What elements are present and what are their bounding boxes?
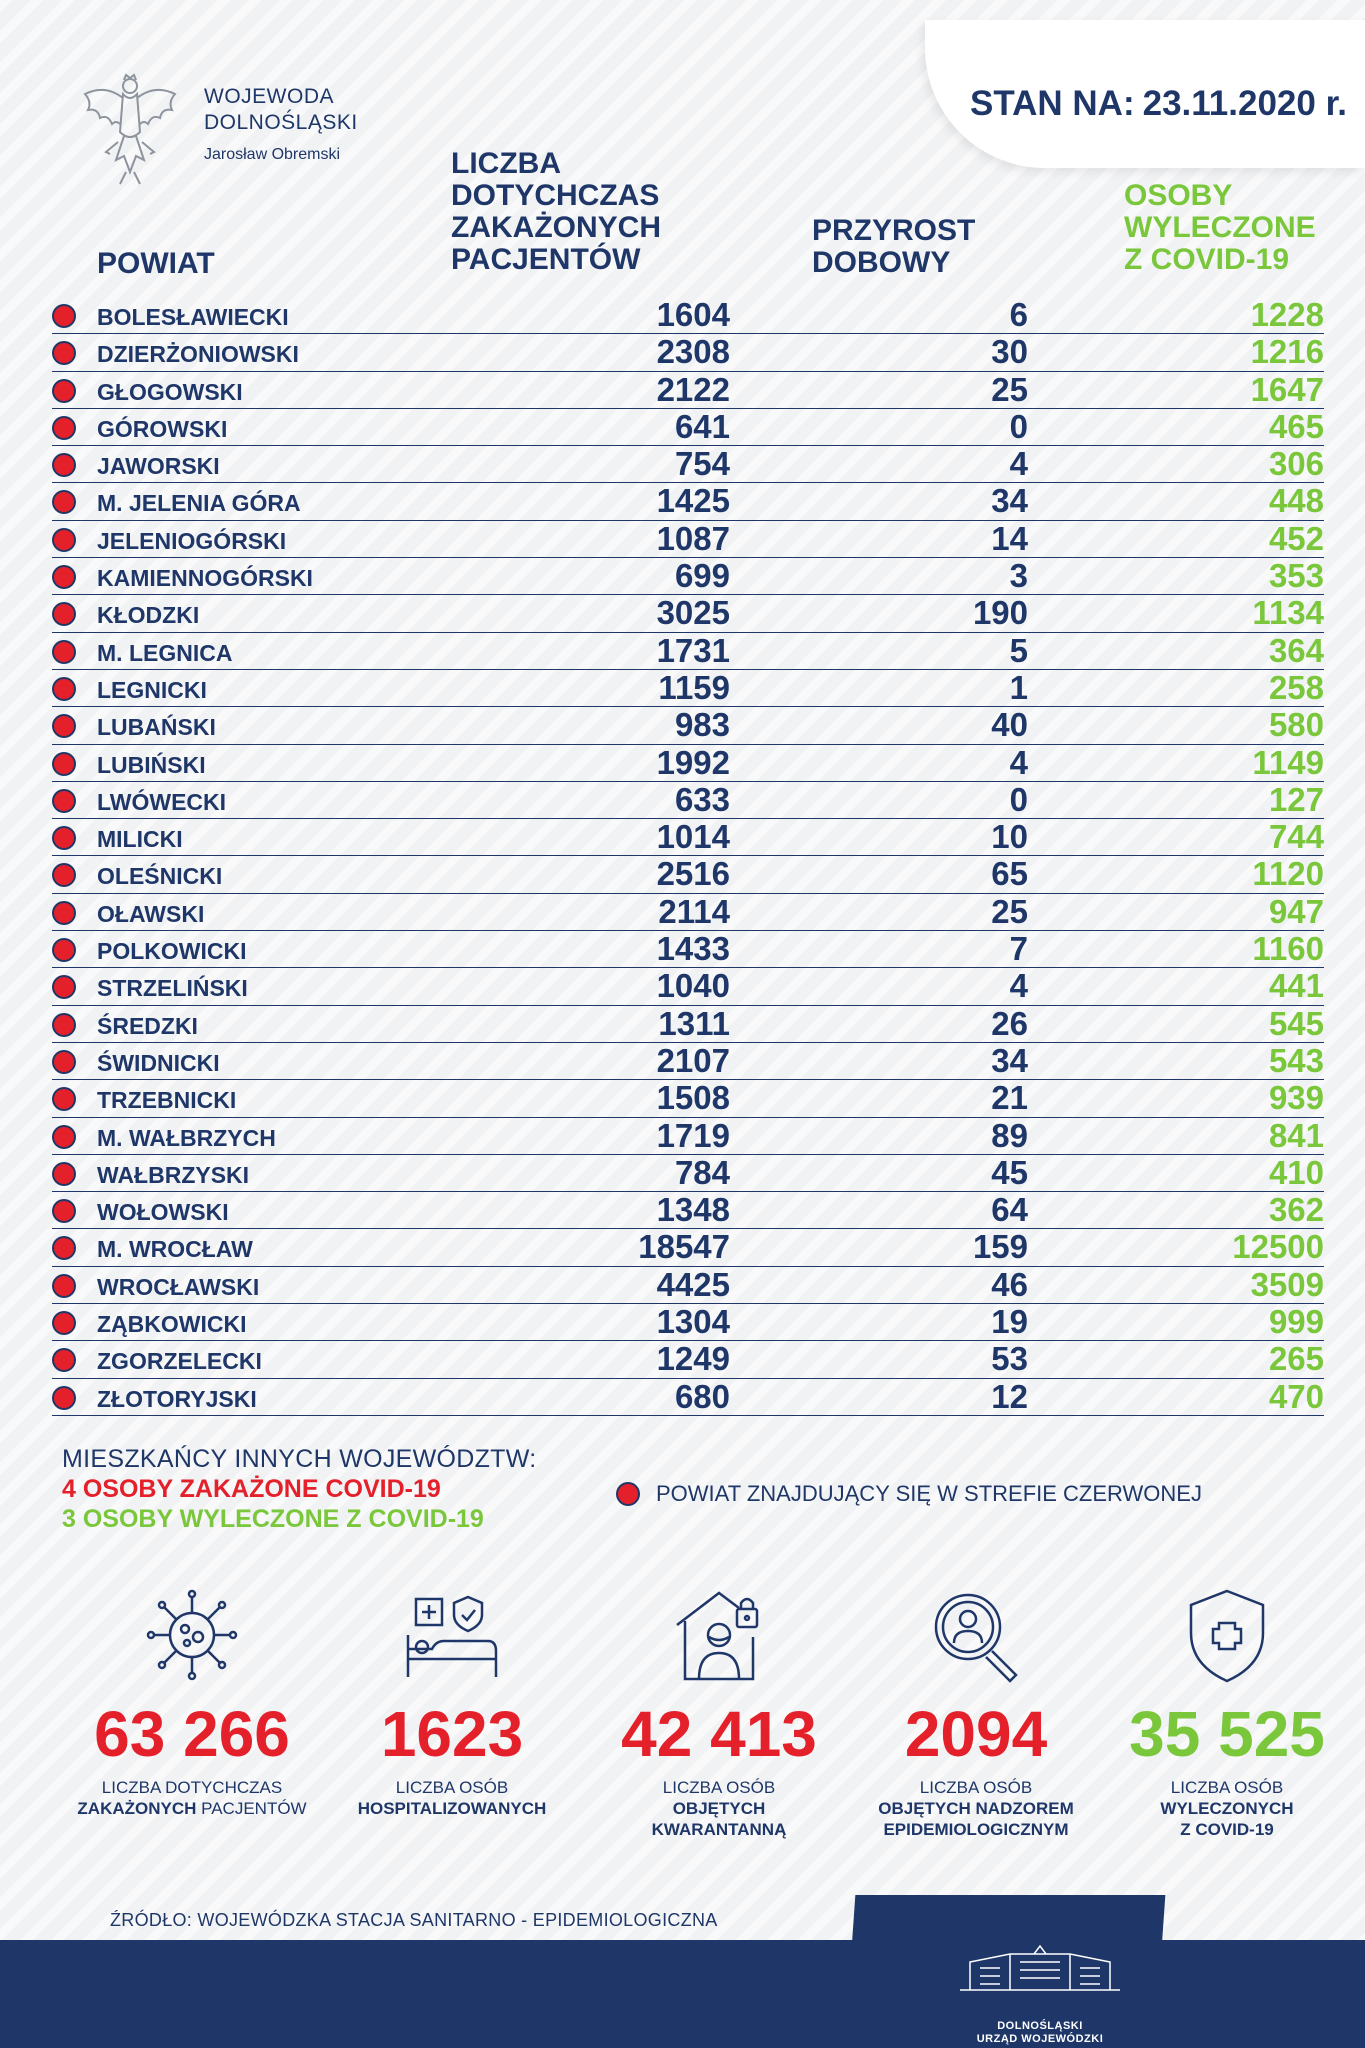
red-zone-dot-icon [54, 567, 74, 587]
stat-surveillance-label3: EPIDEMIOLOGICZNYM [883, 1820, 1069, 1839]
recovered-count: 939 [1268, 1079, 1324, 1117]
header-infected-l1: LICZBA [451, 147, 561, 180]
stat-recovered-label2b: WYLECZONYCH [1160, 1799, 1294, 1818]
infected-count: 983 [674, 706, 730, 744]
header-infected-l4: PACJENTÓW [451, 243, 641, 276]
table-row [52, 1192, 1324, 1229]
header-recovered [1124, 180, 1316, 276]
stat-quarantine-label [599, 1777, 839, 1840]
recovered-count: 1160 [1252, 930, 1324, 968]
other-regions-recovered: 3 OSOBY WYLECZONE Z COVID-19 [62, 1505, 484, 1533]
red-zone-dot-icon [54, 865, 74, 885]
county-name: OLEŚNICKI [97, 863, 223, 890]
daily-increase: 64 [991, 1191, 1028, 1229]
stat-infected-label1: LICZBA DOTYCHCZAS [101, 1778, 283, 1797]
red-zone-dot-icon [54, 642, 74, 662]
table-row [52, 595, 1324, 632]
daily-increase: 10 [991, 818, 1028, 856]
header-daily-l1: PRZYROST [812, 214, 976, 247]
infected-count: 1731 [656, 631, 730, 669]
infected-count: 1014 [656, 818, 730, 856]
recovered-count: 1228 [1250, 296, 1324, 333]
daily-increase: 159 [972, 1228, 1028, 1266]
infected-count: 2516 [656, 855, 730, 893]
header-daily-l2: DOBOWY [812, 246, 951, 279]
recovered-count: 306 [1268, 445, 1324, 483]
county-name: ŚWIDNICKI [97, 1049, 220, 1076]
table-row [52, 1080, 1324, 1117]
table-row [52, 372, 1324, 409]
recovered-count: 410 [1268, 1153, 1324, 1191]
daily-increase: 89 [991, 1116, 1028, 1154]
stat-surveillance-value: 2094 [904, 1698, 1048, 1770]
recovered-count: 999 [1268, 1303, 1324, 1341]
shield-cross-icon [1177, 1585, 1277, 1685]
red-zone-dot-icon [54, 343, 74, 363]
infected-count: 633 [674, 780, 730, 818]
red-zone-dot-icon [54, 679, 74, 699]
daily-increase: 40 [991, 706, 1028, 744]
recovered-count: 841 [1268, 1116, 1324, 1154]
stat-surveillance-label [856, 1777, 1096, 1840]
infected-count: 680 [674, 1377, 730, 1415]
stat-infected-label2b: ZAKAŻONYCH [77, 1799, 197, 1818]
recovered-count: 452 [1268, 519, 1324, 557]
infected-count: 1348 [656, 1191, 730, 1229]
stat-infected [72, 1585, 312, 1819]
date-value: 23.11.2020 r. [1142, 84, 1347, 123]
header-infected [451, 148, 661, 276]
recovered-count: 543 [1268, 1041, 1324, 1079]
stat-recovered-value: 35 525 [1129, 1698, 1325, 1770]
table-row [52, 558, 1324, 595]
daily-increase: 14 [991, 519, 1028, 557]
county-name: KAMIENNOGÓRSKI [97, 565, 313, 592]
infected-count: 641 [674, 407, 730, 445]
county-name: TRZEBNICKI [97, 1087, 237, 1114]
infected-count: 2122 [656, 370, 730, 408]
red-zone-legend [618, 1480, 1202, 1507]
table-row [52, 782, 1324, 819]
infected-count: 784 [674, 1153, 730, 1191]
stat-quarantine-label3: KWARANTANNĄ [651, 1820, 787, 1839]
table-row [52, 1006, 1324, 1043]
county-name: STRZELIŃSKI [97, 975, 248, 1002]
header-infected-l2: DOTYCHCZAS [451, 179, 660, 212]
county-table [52, 297, 1324, 1416]
infected-count: 1604 [656, 296, 730, 333]
red-zone-dot-icon [54, 1238, 74, 1258]
red-zone-dot-icon [54, 754, 74, 774]
footer-label [940, 2020, 1140, 2046]
daily-increase: 25 [991, 892, 1028, 930]
table-row [52, 707, 1324, 744]
daily-increase: 5 [1009, 631, 1028, 669]
legend-text: POWIAT ZNAJDUJĄCY SIĘ W STREFIE CZERWONEJ [656, 1481, 1202, 1507]
county-name: ZGORZELECKI [97, 1348, 262, 1375]
red-zone-dot-icon [54, 1127, 74, 1147]
virus-icon [142, 1585, 242, 1685]
red-zone-dot-icon [54, 381, 74, 401]
daily-increase: 1 [1009, 668, 1028, 706]
red-zone-dot-icon [54, 1276, 74, 1296]
stat-hospitalized-label [332, 1777, 572, 1819]
county-name: WAŁBRZYSKI [97, 1161, 250, 1188]
table-row [52, 894, 1324, 931]
infected-count: 3025 [656, 594, 730, 632]
daily-increase: 0 [1009, 780, 1028, 818]
daily-increase: 26 [991, 1004, 1028, 1042]
stat-infected-value: 63 266 [94, 1698, 290, 1770]
red-zone-dot-icon [54, 1164, 74, 1184]
infected-count: 1433 [656, 930, 730, 968]
red-zone-dot-icon [54, 977, 74, 997]
county-name: LUBIŃSKI [97, 751, 206, 778]
stat-surveillance-label1: LICZBA OSÓB [919, 1778, 1033, 1797]
table-row [52, 1229, 1324, 1266]
daily-increase: 34 [991, 482, 1028, 520]
stat-recovered-label3: Z COVID-19 [1180, 1820, 1274, 1839]
infected-count: 1159 [658, 668, 730, 706]
red-zone-dot-icon [54, 530, 74, 550]
stat-infected-label [72, 1777, 312, 1819]
infected-count: 1040 [656, 967, 730, 1005]
magnifier-person-icon [926, 1585, 1026, 1685]
daily-increase: 46 [991, 1265, 1028, 1303]
red-zone-dot-icon [54, 1388, 74, 1408]
infected-count: 1311 [658, 1004, 730, 1042]
table-row [52, 931, 1324, 968]
stat-recovered-label [1107, 1777, 1347, 1840]
county-name: GÓROWSKI [97, 415, 228, 442]
county-name: M. WROCŁAW [97, 1236, 253, 1263]
county-name: DZIERŻONIOWSKI [97, 341, 299, 368]
footer-line2: URZĄD WOJEWÓDZKI [976, 2033, 1104, 2045]
table-row [52, 1379, 1324, 1416]
red-zone-dot-icon [54, 1015, 74, 1035]
date-stamp [970, 84, 1347, 124]
source-note: ŹRÓDŁO: WOJEWÓDZKA STACJA SANITARNO - EPIDEMIOLOGICZNA [110, 1910, 718, 1930]
stat-quarantine-label2b: OBJĘTYCH [672, 1799, 766, 1818]
county-name: JAWORSKI [97, 453, 220, 480]
table-row [52, 409, 1324, 446]
recovered-count: 441 [1268, 967, 1324, 1005]
infected-count: 18547 [638, 1228, 730, 1266]
stat-hospitalized-label2b: HOSPITALIZOWANYCH [357, 1799, 547, 1818]
county-name: M. JELENIA GÓRA [97, 490, 301, 517]
recovered-count: 1149 [1252, 743, 1324, 781]
brand-person: Jarosław Obremski [204, 146, 341, 163]
table-row [52, 446, 1324, 483]
date-panel [925, 20, 1365, 168]
daily-increase: 53 [991, 1340, 1028, 1378]
header-recovered-l3: Z COVID-19 [1124, 243, 1290, 276]
stat-hospitalized [332, 1585, 572, 1819]
table-row [52, 483, 1324, 520]
brand-line1: WOJEWODA [204, 85, 334, 108]
county-name: M. LEGNICA [97, 639, 233, 666]
stat-recovered-label1: LICZBA OSÓB [1170, 1778, 1284, 1797]
infected-count: 1304 [656, 1303, 730, 1341]
office-building-icon [950, 1940, 1130, 2000]
other-regions-title: MIESZKAŃCY INNYCH WOJEWÓDZTW: [62, 1445, 537, 1473]
daily-increase: 25 [991, 370, 1028, 408]
county-name: KŁODZKI [97, 602, 200, 629]
red-zone-dot-icon [54, 492, 74, 512]
red-zone-dot-icon [54, 903, 74, 923]
red-zone-dot-icon [54, 1201, 74, 1221]
red-zone-dot-icon [54, 791, 74, 811]
table-row [52, 856, 1324, 893]
stat-surveillance [856, 1585, 1096, 1840]
daily-increase: 34 [991, 1041, 1028, 1079]
date-label: STAN NA: [970, 84, 1135, 123]
recovered-count: 448 [1268, 482, 1324, 520]
daily-increase: 19 [991, 1303, 1028, 1341]
red-zone-dot-icon [54, 828, 74, 848]
red-zone-dot-icon [54, 418, 74, 438]
table-row [52, 1155, 1324, 1192]
recovered-count: 12500 [1232, 1228, 1324, 1266]
stat-quarantine-label1: LICZBA OSÓB [662, 1778, 776, 1797]
recovered-count: 353 [1268, 557, 1324, 595]
daily-increase: 3 [1009, 557, 1028, 595]
stat-surveillance-label2b: OBJĘTYCH NADZOREM [878, 1799, 1074, 1818]
table-row [52, 1304, 1324, 1341]
county-name: BOLESŁAWIECKI [97, 304, 289, 330]
stat-quarantine [599, 1585, 839, 1840]
table-row [52, 1118, 1324, 1155]
county-name: ZŁOTORYJSKI [97, 1385, 257, 1412]
daily-increase: 7 [1009, 930, 1028, 968]
county-name: JELENIOGÓRSKI [97, 527, 287, 554]
table-row [52, 819, 1324, 856]
stat-hospitalized-value: 1623 [380, 1698, 524, 1770]
header-recovered-l2: WYLECZONE [1124, 211, 1316, 244]
infected-count: 1087 [656, 519, 730, 557]
red-zone-dot-icon [54, 1350, 74, 1370]
county-name: M. WAŁBRZYCH [97, 1124, 276, 1151]
table-row [52, 1043, 1324, 1080]
county-name: ŚREDZKI [97, 1012, 198, 1039]
daily-increase: 65 [991, 855, 1028, 893]
table-row [52, 745, 1324, 782]
red-zone-dot-icon [54, 1052, 74, 1072]
recovered-count: 265 [1268, 1340, 1324, 1378]
table-row [52, 1267, 1324, 1304]
red-zone-dot-icon [54, 604, 74, 624]
infected-count: 4425 [656, 1265, 730, 1303]
daily-increase: 0 [1009, 407, 1028, 445]
county-name: LUBAŃSKI [97, 714, 216, 741]
red-zone-dot-icon [54, 306, 74, 326]
county-name: ZĄBKOWICKI [97, 1311, 247, 1338]
red-dot-icon [618, 1484, 638, 1504]
header-infected-l3: ZAKAŻONYCH [451, 211, 661, 244]
daily-increase: 21 [991, 1079, 1028, 1117]
county-name: MILICKI [97, 826, 183, 853]
brand-line2: DOLNOŚLĄSKI [204, 111, 358, 134]
stat-recovered [1107, 1585, 1347, 1840]
stat-infected-label2: PACJENTÓW [196, 1799, 307, 1818]
header-daily [812, 215, 975, 279]
recovered-count: 1120 [1252, 855, 1324, 893]
infected-count: 2114 [658, 892, 730, 930]
eagle-emblem-icon [80, 72, 180, 187]
daily-increase: 4 [1009, 743, 1028, 781]
daily-increase: 190 [972, 594, 1028, 632]
daily-increase: 30 [991, 333, 1028, 371]
table-row [52, 968, 1324, 1005]
infected-count: 1719 [656, 1116, 730, 1154]
daily-increase: 12 [991, 1377, 1028, 1415]
brand-block [204, 84, 358, 168]
table-row [52, 1341, 1324, 1378]
county-name: LEGNICKI [97, 676, 207, 703]
quarantine-house-icon [669, 1585, 769, 1685]
daily-increase: 45 [991, 1153, 1028, 1191]
recovered-count: 1134 [1252, 594, 1324, 632]
daily-increase: 6 [1009, 296, 1028, 333]
table-row [52, 521, 1324, 558]
red-zone-dot-icon [54, 940, 74, 960]
daily-increase: 4 [1009, 445, 1028, 483]
recovered-count: 1216 [1250, 333, 1324, 371]
header-powiat: POWIAT [97, 247, 215, 280]
footer-line1: DOLNOŚLĄSKI [997, 2020, 1083, 2032]
recovered-count: 470 [1268, 1377, 1324, 1415]
county-name: POLKOWICKI [97, 938, 247, 965]
red-zone-dot-icon [54, 1313, 74, 1333]
recovered-count: 362 [1268, 1191, 1324, 1229]
infected-count: 754 [674, 445, 730, 483]
red-zone-dot-icon [54, 455, 74, 475]
daily-increase: 4 [1009, 967, 1028, 1005]
table-row [52, 334, 1324, 371]
county-name: GŁOGOWSKI [97, 378, 243, 405]
recovered-count: 1647 [1250, 370, 1324, 408]
county-name: LWÓWECKI [97, 788, 227, 815]
hospital-bed-icon [402, 1585, 502, 1685]
recovered-count: 744 [1268, 818, 1324, 856]
header-recovered-l1: OSOBY [1124, 179, 1233, 212]
stat-quarantine-value: 42 413 [621, 1698, 817, 1770]
infected-count: 2107 [656, 1041, 730, 1079]
recovered-count: 545 [1268, 1004, 1324, 1042]
infected-count: 699 [674, 557, 730, 595]
county-name: WOŁOWSKI [97, 1199, 229, 1226]
table-row [52, 633, 1324, 670]
other-regions [62, 1444, 536, 1534]
county-name: OŁAWSKI [97, 900, 205, 927]
recovered-count: 465 [1268, 407, 1324, 445]
recovered-count: 947 [1268, 892, 1324, 930]
red-zone-dot-icon [54, 1089, 74, 1109]
table-row [52, 297, 1324, 334]
recovered-count: 258 [1268, 668, 1324, 706]
recovered-count: 127 [1268, 780, 1324, 818]
infected-count: 1992 [656, 743, 730, 781]
infected-count: 1249 [656, 1340, 730, 1378]
infected-count: 2308 [656, 333, 730, 371]
recovered-count: 580 [1268, 706, 1324, 744]
infected-count: 1508 [656, 1079, 730, 1117]
infected-count: 1425 [656, 482, 730, 520]
red-zone-dot-icon [54, 716, 74, 736]
table-row [52, 670, 1324, 707]
stat-hospitalized-label1: LICZBA OSÓB [395, 1778, 509, 1797]
recovered-count: 364 [1268, 631, 1324, 669]
recovered-count: 3509 [1250, 1265, 1324, 1303]
county-name: WROCŁAWSKI [97, 1273, 260, 1300]
other-regions-infected: 4 OSOBY ZAKAŻONE COVID-19 [62, 1475, 441, 1503]
